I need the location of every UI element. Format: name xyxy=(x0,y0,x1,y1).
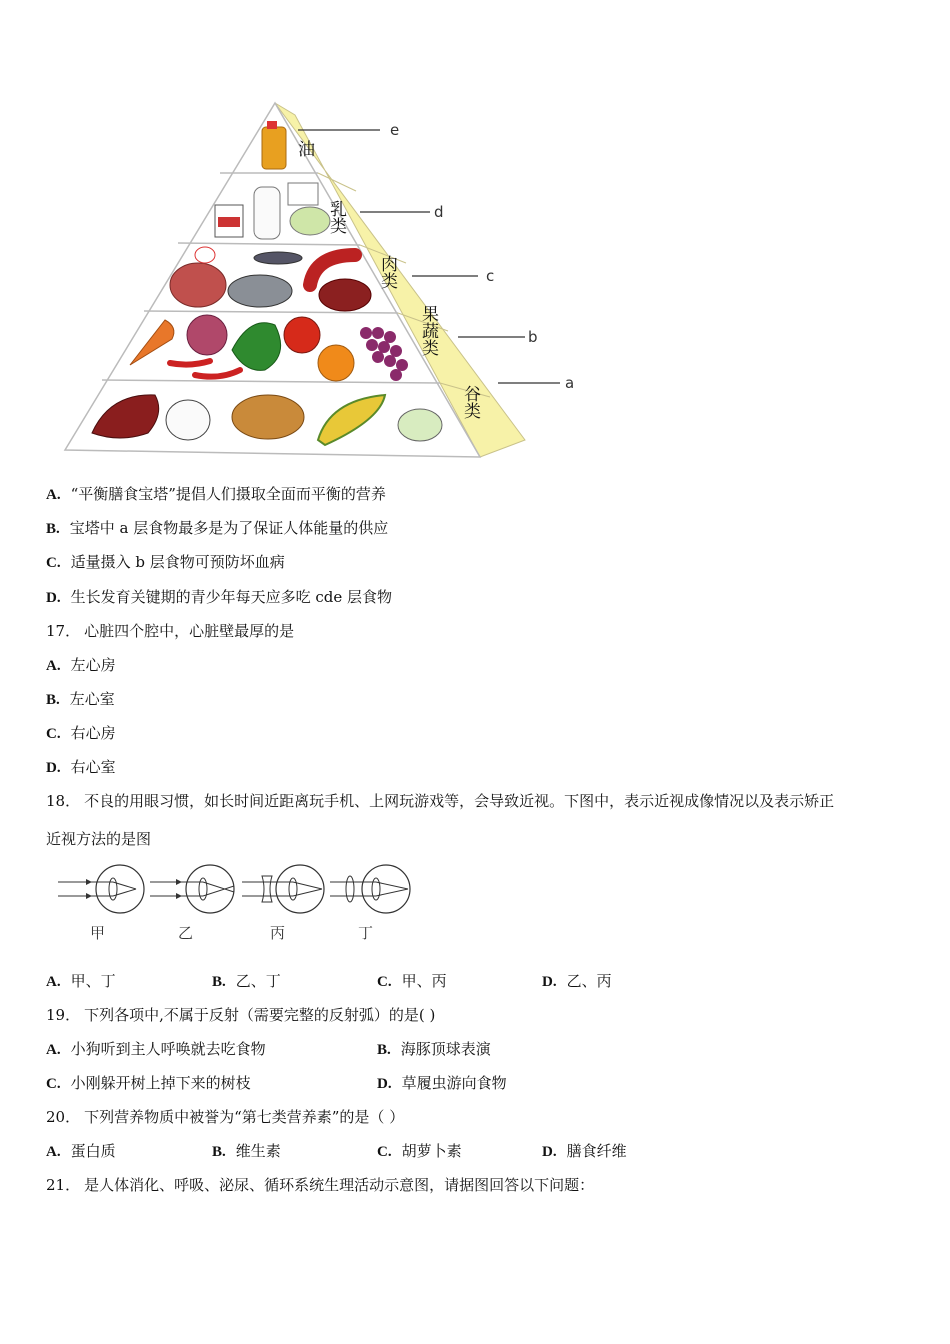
q18-option-a: A. 甲、丁 xyxy=(46,972,116,990)
layer-label-dairy: 乳类 xyxy=(326,200,346,234)
q19-option-b: B. 海豚顶球表演 xyxy=(377,1040,491,1058)
bowl-icon xyxy=(290,207,330,235)
chicken-icon xyxy=(319,279,371,311)
q19-stem: 19． 下列各项中,不属于反射（需要完整的反射弧）的是( ) xyxy=(46,1006,436,1024)
q21-stem: 21． 是人体消化、呼吸、泌尿、循环系统生理活动示意图，请据图回答以下问题： xyxy=(46,1176,595,1194)
eye-label-bing: 丙 xyxy=(270,924,286,942)
q19-option-c: C. 小刚躲开树上掉下来的树枝 xyxy=(46,1074,251,1092)
q16-option-a: A. “平衡膳食宝塔”提倡人们摄取全面而平衡的营养 xyxy=(46,485,386,503)
pointer-b: b xyxy=(528,328,538,346)
q20-option-d: D. 膳食纤维 xyxy=(542,1142,627,1160)
layer-label-oil: 油 xyxy=(298,140,315,160)
q20-stem: 20． 下列营养物质中被誉为“第七类营养素”的是（ ） xyxy=(46,1108,405,1126)
q19-option-a: A. 小狗听到主人呼唤就去吃食物 xyxy=(46,1040,266,1058)
onion-icon xyxy=(187,315,227,355)
steamed-bun-icon xyxy=(166,400,210,440)
q18-stem-line1: 18． 不良的用眼习惯，如长时间近距离玩手机、上网玩游戏等，会导致近视。下图中，表示近视成像情况以及表示矫正 xyxy=(46,792,835,810)
q17-option-b: B. 左心室 xyxy=(46,690,115,708)
eye-diagram-bing xyxy=(242,865,324,942)
layer-label-grain: 谷类 xyxy=(460,385,480,419)
eye-diagram-yi xyxy=(150,865,234,942)
q16-option-c: C. 适量摄入 b 层食物可预防坏血病 xyxy=(46,553,285,571)
q16-option-b: B. 宝塔中 a 层食物最多是为了保证人体能量的供应 xyxy=(46,519,389,537)
q18-option-d: D. 乙、丙 xyxy=(542,972,612,990)
q16-option-d: D. 生长发育关键期的青少年每天应多吃 cde 层食物 xyxy=(46,588,393,606)
q17-stem: 17． 心脏四个腔中，心脏壁最厚的是 xyxy=(46,622,295,640)
eye-label-jia: 甲 xyxy=(90,924,106,942)
eye-label-ding: 丁 xyxy=(358,924,374,942)
eye-diagram-ding xyxy=(330,865,410,942)
q20-option-a: A. 蛋白质 xyxy=(46,1142,116,1160)
milk-bottle-icon xyxy=(254,187,280,239)
tomato-icon xyxy=(284,317,320,353)
orange-icon xyxy=(318,345,354,381)
pointer-d: d xyxy=(434,203,444,221)
bread-icon xyxy=(232,395,304,439)
food-pyramid-figure xyxy=(60,95,590,465)
q18-option-b: B. 乙、丁 xyxy=(212,972,281,990)
q17-option-c: C. 右心房 xyxy=(46,724,116,742)
pointer-a: a xyxy=(565,374,575,392)
eye-diagram-jia xyxy=(58,865,144,942)
q18-stem-line2: 近视方法的是图 xyxy=(46,830,152,848)
layer-label-meat: 肉类 xyxy=(377,255,397,289)
q20-option-c: C. 胡萝卜素 xyxy=(377,1142,462,1160)
q18-option-c: C. 甲、丙 xyxy=(377,972,447,990)
q20-option-b: B. 维生素 xyxy=(212,1142,281,1160)
fish-icon xyxy=(228,275,292,307)
rice-bowl-icon xyxy=(398,409,442,441)
oil-bottle-icon xyxy=(262,127,286,169)
layer-label-fruit-veg: 果蔬类 xyxy=(418,305,438,356)
pointer-c: c xyxy=(486,267,495,285)
eye-diagrams-figure xyxy=(58,862,418,946)
q19-option-d: D. 草履虫游向食物 xyxy=(377,1074,507,1092)
pointer-e: e xyxy=(390,121,400,139)
ham-icon xyxy=(170,263,226,307)
q17-option-a: A. 左心房 xyxy=(46,656,116,674)
q17-option-d: D. 右心室 xyxy=(46,758,116,776)
eye-label-yi: 乙 xyxy=(178,924,194,942)
